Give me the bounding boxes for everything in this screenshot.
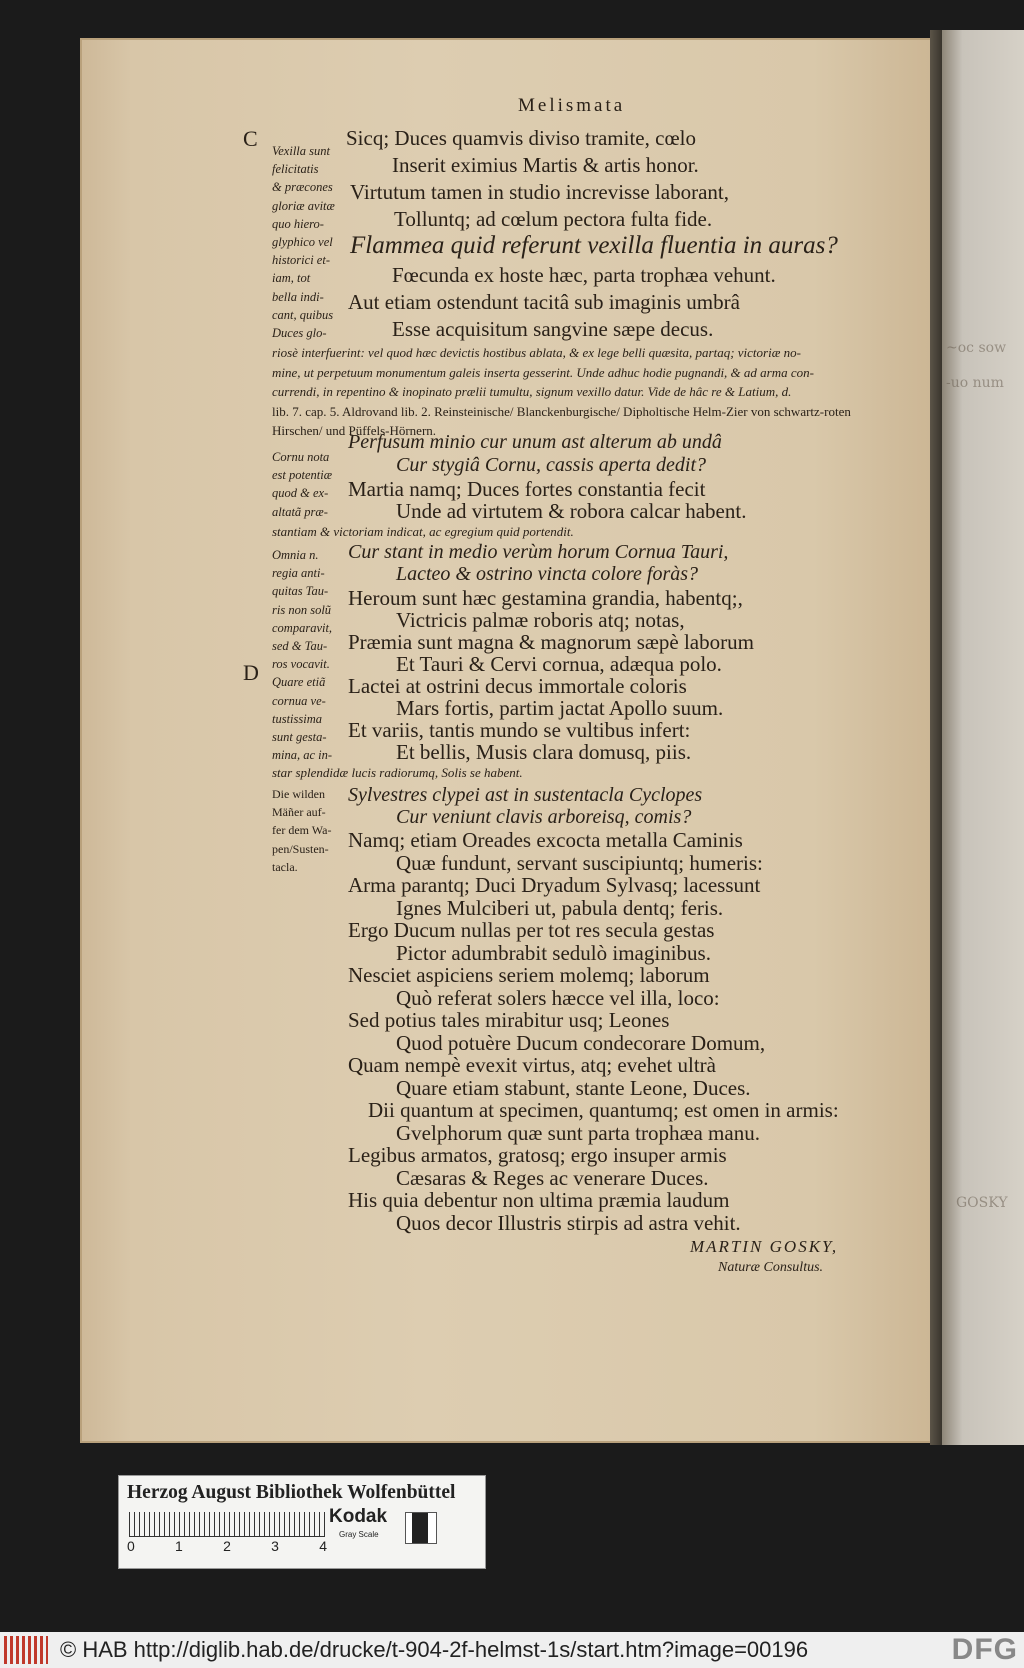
- margin-line: sunt gesta-: [272, 730, 327, 745]
- note-line: riosè interfuerint: vel quod hæc devictis hostibus ablata, & ex lege belli quæsita, partaq; victoriæ no-: [272, 345, 801, 360]
- margin-line: bella indi-: [272, 289, 324, 304]
- verse-line: Inserit eximius Martis & artis honor.: [392, 153, 699, 177]
- margin-line: Omnia n.: [272, 548, 319, 562]
- margin-line: Die wilden: [272, 787, 325, 801]
- margin-line: fer dem Wa-: [272, 823, 332, 838]
- verse-line: Esse acquisitum sangvine sæpe decus.: [392, 317, 714, 341]
- margin-note-wilden: [272, 785, 350, 876]
- margin-line: tustissima: [272, 711, 323, 726]
- margin-line: & præcones: [272, 180, 333, 195]
- show-through-text: -uo num: [946, 375, 1004, 391]
- verse-line: Martia namq; Duces fortes constantia fecit: [348, 477, 706, 501]
- margin-line: est potentiæ: [272, 468, 333, 483]
- section-letter-c: C: [243, 126, 258, 151]
- margin-line: sed & Tau-: [272, 639, 328, 654]
- show-through-text: GOSKY: [956, 1195, 1008, 1211]
- ruler-number: 0: [127, 1538, 135, 1554]
- margin-note-vexilla: [272, 142, 350, 342]
- verse-line: Cur veniunt clavis arboreisq, comis?: [396, 806, 692, 828]
- ruler-number: 3: [271, 1538, 279, 1554]
- verse-line: Quare etiam stabunt, stante Leone, Duces.: [396, 1076, 751, 1100]
- margin-line: Vexilla sunt: [272, 144, 330, 158]
- verse-line: Quam nempè evexit virtus, atq; evehet ultrà: [348, 1053, 716, 1077]
- verse-line: Dii quantum at specimen, quantumq; est omen in armis:: [368, 1098, 839, 1122]
- signature-title: Naturæ Consultus.: [718, 1260, 824, 1275]
- verse-line: Tolluntq; ad cœlum pectora fulta fide.: [394, 207, 713, 231]
- margin-note-cornu: [272, 448, 350, 521]
- verse-line: Pictor adumbrabit sedulò imaginibus.: [396, 941, 711, 965]
- margin-line: Quare etiã: [272, 675, 326, 690]
- running-head: Melismata: [518, 95, 626, 116]
- verse-line: Nesciet aspiciens seriem molemq; laborum: [348, 963, 710, 987]
- scale-ruler: [129, 1512, 325, 1537]
- footer-url[interactable]: © HAB http://diglib.hab.de/drucke/t-904-2f-helmst-1s/start.htm?image=00196: [60, 1637, 809, 1662]
- show-through-text: ~oc sow: [946, 340, 1007, 356]
- verse-line: Namq; etiam Oreades excocta metalla Caminis: [348, 828, 743, 852]
- verse-line: Flammea quid referunt vexilla fluentia in auras?: [350, 232, 838, 259]
- signature-name: MARTIN GOSKY,: [690, 1237, 839, 1256]
- verse-line: Ergo Ducum nullas per tot res secula gestas: [348, 918, 715, 942]
- margin-line: tacla.: [272, 859, 298, 874]
- verse-line: Mars fortis, partim jactat Apollo suum.: [396, 696, 724, 720]
- margin-line: cant, quibus: [272, 307, 334, 322]
- verse-line: Cur stygiâ Cornu, cassis aperta dedit?: [396, 454, 707, 476]
- verse-line: Et variis, tantis mundo se vultibus infert:: [348, 718, 691, 742]
- margin-note-omnia: [272, 546, 350, 764]
- verse-line: Virtutum tamen in studio increvisse laborant,: [350, 180, 729, 204]
- margin-line: felicitatis: [272, 162, 319, 177]
- margin-line: ros vocavit.: [272, 657, 330, 672]
- verse-line: Quos decor Illustris stirpis ad astra vehit.: [396, 1211, 741, 1235]
- margin-line: Mäñer auf-: [272, 805, 326, 820]
- verse-line: Quò referat solers hæcce vel illa, loco:: [396, 986, 720, 1010]
- kodak-logo: Kodak: [329, 1506, 388, 1527]
- margin-line: mina, ac in-: [272, 748, 333, 763]
- margin-line: altatã præ-: [272, 504, 328, 519]
- dfg-logo: DFG: [951, 1633, 1018, 1666]
- verse-line: Sylvestres clypei ast in sustentacla Cyclopes: [348, 784, 703, 806]
- footer-bar: [0, 1632, 1024, 1668]
- verse-line: Arma parantq; Duci Dryadum Sylvasq; lacessunt: [348, 873, 761, 897]
- note-line: mine, ut perpetuum monumentum galeis inserta gesserint. Unde adhuc hodie pugnandi, & ad arma con-: [272, 364, 814, 380]
- section-letter-d: D: [243, 660, 259, 685]
- verse-line: Lacteo & ostrino vincta colore foràs?: [396, 563, 699, 585]
- verse-line: Ignes Mulciberi ut, pabula dentq; feris.: [396, 896, 724, 920]
- verse-line: Quæ fundunt, servant suscipiuntq; humeris:: [396, 851, 763, 875]
- verse-line: Legibus armatos, gratosq; ergo insuper armis: [348, 1143, 727, 1167]
- ruler-numbers: [127, 1538, 327, 1554]
- gray-scale-patch: [405, 1512, 437, 1544]
- facing-page: [942, 30, 1024, 1445]
- ruler-number: 1: [175, 1538, 183, 1554]
- margin-line: Cornu nota: [272, 450, 330, 464]
- verse-line: Unde ad virtutem & robora calcar habent.: [396, 499, 747, 523]
- library-name: Herzog August Bibliothek Wolfenbüttel: [127, 1482, 456, 1503]
- margin-line: regia anti-: [272, 566, 325, 581]
- verse-line: His quia debentur non ultima præmia laudum: [348, 1188, 730, 1212]
- margin-line: quitas Tau-: [272, 584, 329, 599]
- margin-line: comparavit,: [272, 620, 333, 635]
- footnote-vexilla: [272, 343, 908, 441]
- note-line: Hirschen/ und Püffels-Hörnern.: [272, 423, 437, 438]
- verse-line: Heroum sunt hæc gestamina grandia, habentq;,: [348, 586, 743, 610]
- margin-line: pen/Susten-: [272, 841, 329, 856]
- verse-line: Quod potuère Ducum condecorare Domum,: [396, 1031, 766, 1055]
- library-label: [118, 1475, 486, 1569]
- verse-line: Et bellis, Musis clara domusq, piis.: [396, 740, 692, 764]
- margin-line: glyphico vel: [272, 235, 333, 250]
- footnote-omnia: star splendidæ lucis radiorumq, Solis se habent.: [272, 765, 523, 780]
- verse-line: Aut etiam ostendunt tacitâ sub imaginis umbrâ: [348, 290, 740, 314]
- verse-line: Sicq; Duces quamvis diviso tramite, cœlo: [346, 126, 696, 150]
- verse-line: Lactei at ostrini decus immortale coloris: [348, 674, 687, 698]
- verse-line: Fœcunda ex hoste hæc, parta trophæa vehunt.: [392, 263, 776, 287]
- ruler-number: 4: [319, 1538, 327, 1554]
- ruler-number: 2: [223, 1538, 231, 1554]
- verse-line: Sed potius tales mirabitur usq; Leones: [348, 1008, 670, 1032]
- note-line: lib. 7. cap. 5. Aldrovand lib. 2. Reinsteinische/ Blanckenburgische/ Dipholtische Helm-Zier von schwartz-roten: [272, 403, 851, 419]
- verse-line: Et Tauri & Cervi cornua, adæqua polo.: [396, 652, 722, 676]
- footnote-cornu: stantiam & victoriam indicat, ac egregium quid portendit.: [272, 524, 574, 539]
- kodak-subtitle: Gray Scale: [339, 1530, 379, 1539]
- verse-line: Gvelphorum quæ sunt parta trophæa manu.: [396, 1121, 760, 1145]
- margin-line: historici et-: [272, 253, 330, 268]
- margin-line: quo hiero-: [272, 216, 324, 231]
- verse-line: Cæsaras & Reges ac venerare Duces.: [396, 1166, 709, 1190]
- verse-line: Perfusum minio cur unum ast alterum ab undâ: [348, 431, 722, 453]
- margin-line: ris non solũ: [272, 602, 332, 617]
- margin-line: Duces glo-: [272, 326, 327, 341]
- verse-line: Victricis palmæ roboris atq; notas,: [396, 608, 685, 632]
- verse-line: Cur stant in medio verùm horum Cornua Tauri,: [348, 541, 729, 563]
- verse-line: Præmia sunt magna & magnorum sæpè laborum: [348, 630, 754, 654]
- margin-line: gloriæ avitæ: [272, 198, 335, 213]
- margin-line: cornua ve-: [272, 693, 326, 708]
- note-line: currendi, in repentino & inopinato prælii tumultu, signum vexillo datur. Vide de hâc re & Latium, d.: [272, 384, 792, 399]
- margin-line: quod & ex-: [272, 486, 329, 501]
- margin-line: iam, tot: [272, 271, 311, 286]
- hab-barcode-icon: [4, 1636, 48, 1664]
